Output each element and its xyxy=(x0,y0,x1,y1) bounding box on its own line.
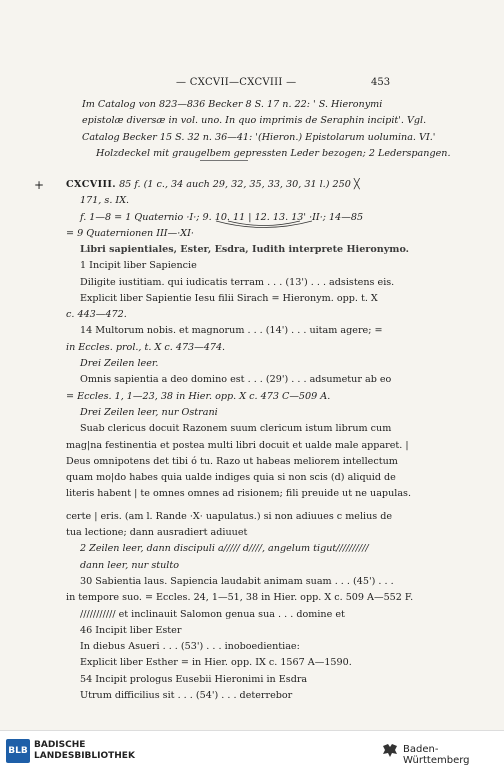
body-line: Utrum difficilius sit . . . (54') . . . deterrebor xyxy=(80,690,293,702)
quire-text: f. 1—8 = 1 Quaternio ·I·; 9. 10. 11 | 12. 13. 13' ·II·; 14—85 xyxy=(80,211,364,223)
entry-id: CXCVIII. xyxy=(66,179,116,190)
entry-quires xyxy=(66,210,363,226)
intro-line: Catalog Becker 15 S. 32 n. 36—41: '(Hieron.) Epistolarum uolumina. VI.' xyxy=(82,131,436,143)
body-line: in Eccles. prol., t. X c. 473—474. xyxy=(66,341,226,353)
quire-bracket-mark xyxy=(214,220,314,232)
body-line: In diebus Asueri . . . (53') . . . inoboedientiae: xyxy=(80,641,300,653)
entry-body xyxy=(66,242,414,704)
body-line: 46 Incipit liber Ester xyxy=(80,624,182,636)
body-line: Explicit liber Sapientie Iesu filii Sirach = Hieronym. opp. t. X xyxy=(80,292,378,304)
running-title: — CXCVII—CXCVIII — xyxy=(176,77,297,88)
section-divider xyxy=(200,160,248,161)
body-line: Suab clericus docuit Razonem suum clericum istum librum cum xyxy=(80,423,392,435)
body-line: mag|na festinentia et postea multi libri docuit et ualde male apparet. | xyxy=(66,439,409,451)
body-line: 14 Multorum nobis. et magnorum . . . (14') . . . uitam agere; = xyxy=(80,325,383,337)
entry-title: Libri sapientiales, Ester, Esdra, Iudith interprete Hieronymo. xyxy=(80,244,410,255)
body-line: 1 Incipit liber Sapiencie xyxy=(80,260,197,272)
page-header xyxy=(0,77,504,93)
body-line: Omnis sapientia a deo domino est . . . (29') . . . adsumetur ab eo xyxy=(80,374,392,386)
state-name[interactable]: Baden-Württemberg xyxy=(403,744,470,766)
body-line: Drei Zeilen leer. xyxy=(80,358,159,370)
entry-heading xyxy=(66,177,363,242)
intro-line: Holzdeckel mit graugelbem gepressten Leder bezogen; 2 Lederspangen. xyxy=(96,147,451,159)
intro-line: Im Catalog von 823—836 Becker 8 S. 17 n. 22: ' S. Hieronymi xyxy=(82,99,383,110)
body-line: Diligite iustitiam. qui iudicatis terram . . . (13') . . . adsistens eis. xyxy=(80,276,395,288)
entry-date: 171, s. IX. xyxy=(80,195,130,207)
intro-paragraph xyxy=(82,97,451,162)
body-line: = Eccles. 1, 1—23, 38 in Hier. opp. X c. 473 C—509 A. xyxy=(66,390,331,402)
state-emblem-icon xyxy=(380,741,400,761)
body-line: in tempore suo. = Eccles. 24, 1—51, 38 in Hier. opp. X c. 509 A—552 F. xyxy=(66,592,414,604)
library-name-line1: BADISCHE xyxy=(34,740,86,750)
page-number: 453 xyxy=(371,77,391,88)
footer-bar xyxy=(0,730,504,770)
body-line: dann leer, nur stulto xyxy=(80,559,179,571)
entry-marker: + xyxy=(34,178,45,192)
body-line: literis habent | te omnes omnes ad risionem; fili preuide ut ne uapulas. xyxy=(66,488,412,500)
body-line: Drei Zeilen leer, nur Ostrani xyxy=(80,406,218,418)
library-name xyxy=(34,740,135,762)
body-line: 30 Sabientia laus. Sapiencia laudabit animam suam . . . (45') . . . xyxy=(80,575,394,587)
body-line: quam mo|do habes quia ualde indiges quia si non scis (d) aliquid de xyxy=(66,472,396,484)
body-line: certe | eris. (am l. Rande ·X· uapulatus.) si non adiuues c melius de xyxy=(66,510,393,522)
blb-logo[interactable]: BLB xyxy=(6,739,30,763)
library-name-line2: LANDESBIBLIOTHEK xyxy=(34,751,135,761)
body-line: tua lectione; dann ausradiert adiuuet xyxy=(66,527,248,539)
body-line: c. 443—472. xyxy=(66,309,127,321)
body-line: 2 Zeilen leer, dann discipuli a///// d////, angelum tigut////////// xyxy=(80,543,369,555)
body-line: Deus omnipotens det tibi ó tu. Razo ut habeas meliorem intellectum xyxy=(66,455,398,467)
entry-collation: 85 f. (1 c., 34 auch 29, 32, 35, 33, 30, 31 l.) 250 ╳ xyxy=(119,179,360,190)
intro-line: epistolæ diversæ in vol. uno. In quo imprimis de Seraphin incipit'. Vgl. xyxy=(82,115,427,127)
entry-quires-cont: = 9 Quaternionen III—·XI· xyxy=(66,227,194,239)
body-line: 54 Incipit prologus Eusebii Hieronimi in Esdra xyxy=(80,673,308,685)
body-line: /////////// et inclinauit Salomon genua sua . . . domine et xyxy=(80,608,345,620)
body-line: Explicit liber Esther = in Hier. opp. IX c. 1567 A—1590. xyxy=(80,657,352,669)
